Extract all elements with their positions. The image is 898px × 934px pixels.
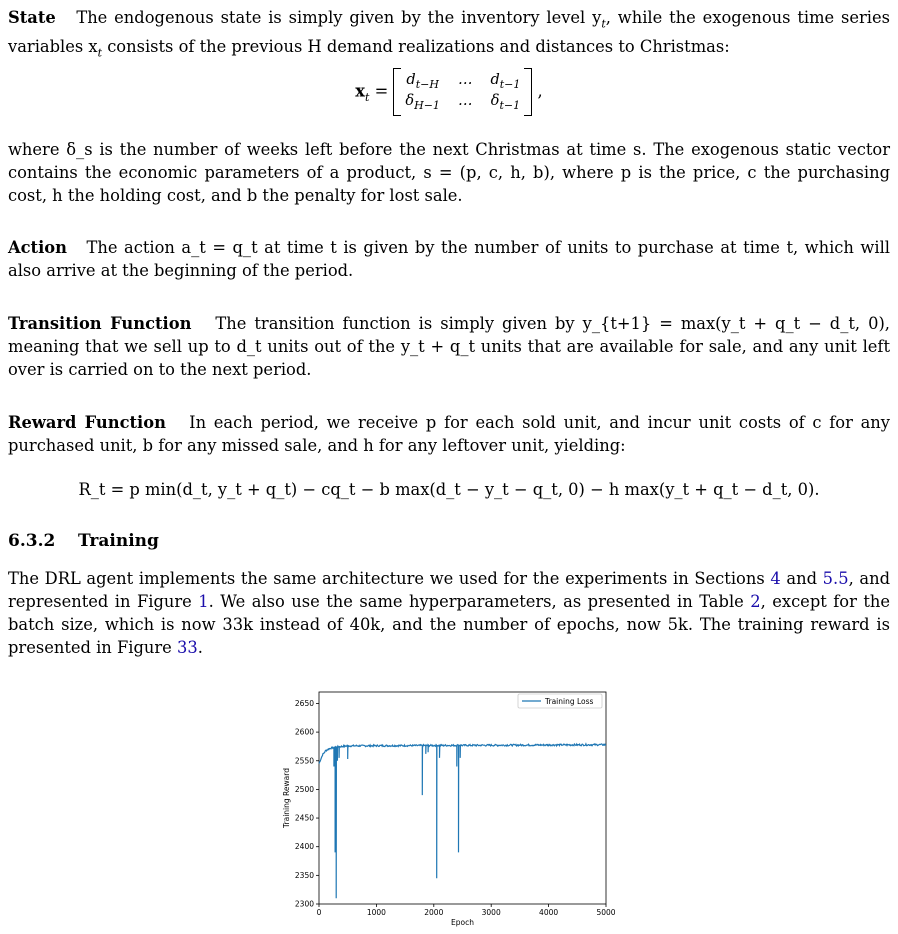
reward-text: In each period, we receive p for each sold unit, and incur unit costs of c for any purchased unit, b for any missed sale, and h for any leftover unit, yielding: xyxy=(8,413,890,455)
y-tick-label: 2650 xyxy=(294,698,314,708)
section-4-link[interactable]: 4 xyxy=(770,569,781,588)
state-text-2: , while the exogenous time series variables x xyxy=(8,8,890,57)
figure-1-link[interactable]: 1 xyxy=(198,592,209,611)
x-tick-label: 1000 xyxy=(366,908,386,917)
reward-heading: Reward Function xyxy=(8,413,166,432)
transition-heading: Transition Function xyxy=(8,314,192,333)
state-heading: State xyxy=(8,8,56,27)
legend-label: Training Loss xyxy=(545,697,594,706)
training-text-1: The DRL agent implements the same architecture we used for the experiments in Sections xyxy=(8,569,771,588)
x-tick-label: 2000 xyxy=(424,908,444,917)
transition-text: The transition function is simply given by y_{t+1} = max(y_t + q_t − d_t, 0), meaning that we sell up to d_t units out of the y_t + q_t units that are available for sale, and any unit left over is carried on to the next period. xyxy=(8,314,890,379)
x-tick-label: 5000 xyxy=(596,908,616,917)
matrix-lhs: x xyxy=(355,81,365,101)
y-tick-label: 2350 xyxy=(294,870,314,880)
training-text-and: and xyxy=(780,569,823,588)
state-matrix: $d_{t-H}$ … $d_{t-1}$ $\delta_{H-1}$ … $\delta_{t-1}$ xyxy=(393,68,532,116)
y-tick-label: 2450 xyxy=(294,813,314,823)
x-tick-label: 0 xyxy=(316,908,322,917)
state-text-3: consists of the previous H demand realizations and distances to Christmas: xyxy=(102,37,730,57)
action-text: The action a_t = q_t at time t is given by the number of units to purchase at time t, which will also arrive at the beginning of the period. xyxy=(8,238,890,280)
y-tick-label: 2600 xyxy=(294,727,314,737)
action-heading: Action xyxy=(8,238,67,257)
section-title: Training xyxy=(78,531,159,551)
y-axis-label: Training Reward xyxy=(282,768,291,828)
state-after-text: where δ_s is the number of weeks left before the next Christmas at time s. The exogenous static vector contains the economic parameters of a product, s = (p, c, h, b), where p is the price, c the purchasing cost, h the holding cost, and b the penalty for lost sale. xyxy=(8,140,890,205)
y-tick-label: 2500 xyxy=(294,784,314,794)
section-number: 6.3.2 xyxy=(8,531,56,551)
state-paragraph: State The endogenous state is simply given by the inventory level $y_t$, while the exogenous time series variables $x_t$ consists of the previous H demand realizations and distances to Christmas: xyxy=(8,8,890,60)
state-text-1: The endogenous state is simply given by the inventory level y xyxy=(76,8,602,27)
figure-33-link[interactable]: 33 xyxy=(176,638,198,657)
training-loss-line xyxy=(319,744,606,898)
plot-frame xyxy=(319,692,606,904)
table-2-link[interactable]: 2 xyxy=(750,592,761,611)
x-axis-label: Epoch xyxy=(451,918,474,927)
y-tick-label: 2300 xyxy=(294,899,314,909)
reward-equation: R_t = p min(d_t, y_t + q_t) − cq_t − b max(d_t − y_t − q_t, 0) − h max(y_t + q_t − d_t, 0). xyxy=(78,480,820,499)
training-text-4: , except for the batch size, which is now 33k instead of 40k, and the number of epochs, now 5k. The training reward is presented in Figure xyxy=(8,592,890,657)
x-tick-label: 3000 xyxy=(481,908,501,917)
state-matrix-equation: $x_t$ = $d_{t-H}$ … $d_{t-1}$ $\delta_{H-1}$ … $\delta_{t-1}$ , xyxy=(8,68,890,116)
training-text-2: , and represented in Figure xyxy=(8,569,891,611)
training-text-3: . We also use the same hyperparameters, as presented in Table xyxy=(208,592,751,611)
y-tick-label: 2400 xyxy=(294,842,314,852)
training-text-5: . xyxy=(197,638,203,657)
y-tick-label: 2550 xyxy=(294,756,314,766)
x-tick-label: 4000 xyxy=(539,908,559,917)
section-5-5-link[interactable]: 5.5 xyxy=(822,569,849,588)
